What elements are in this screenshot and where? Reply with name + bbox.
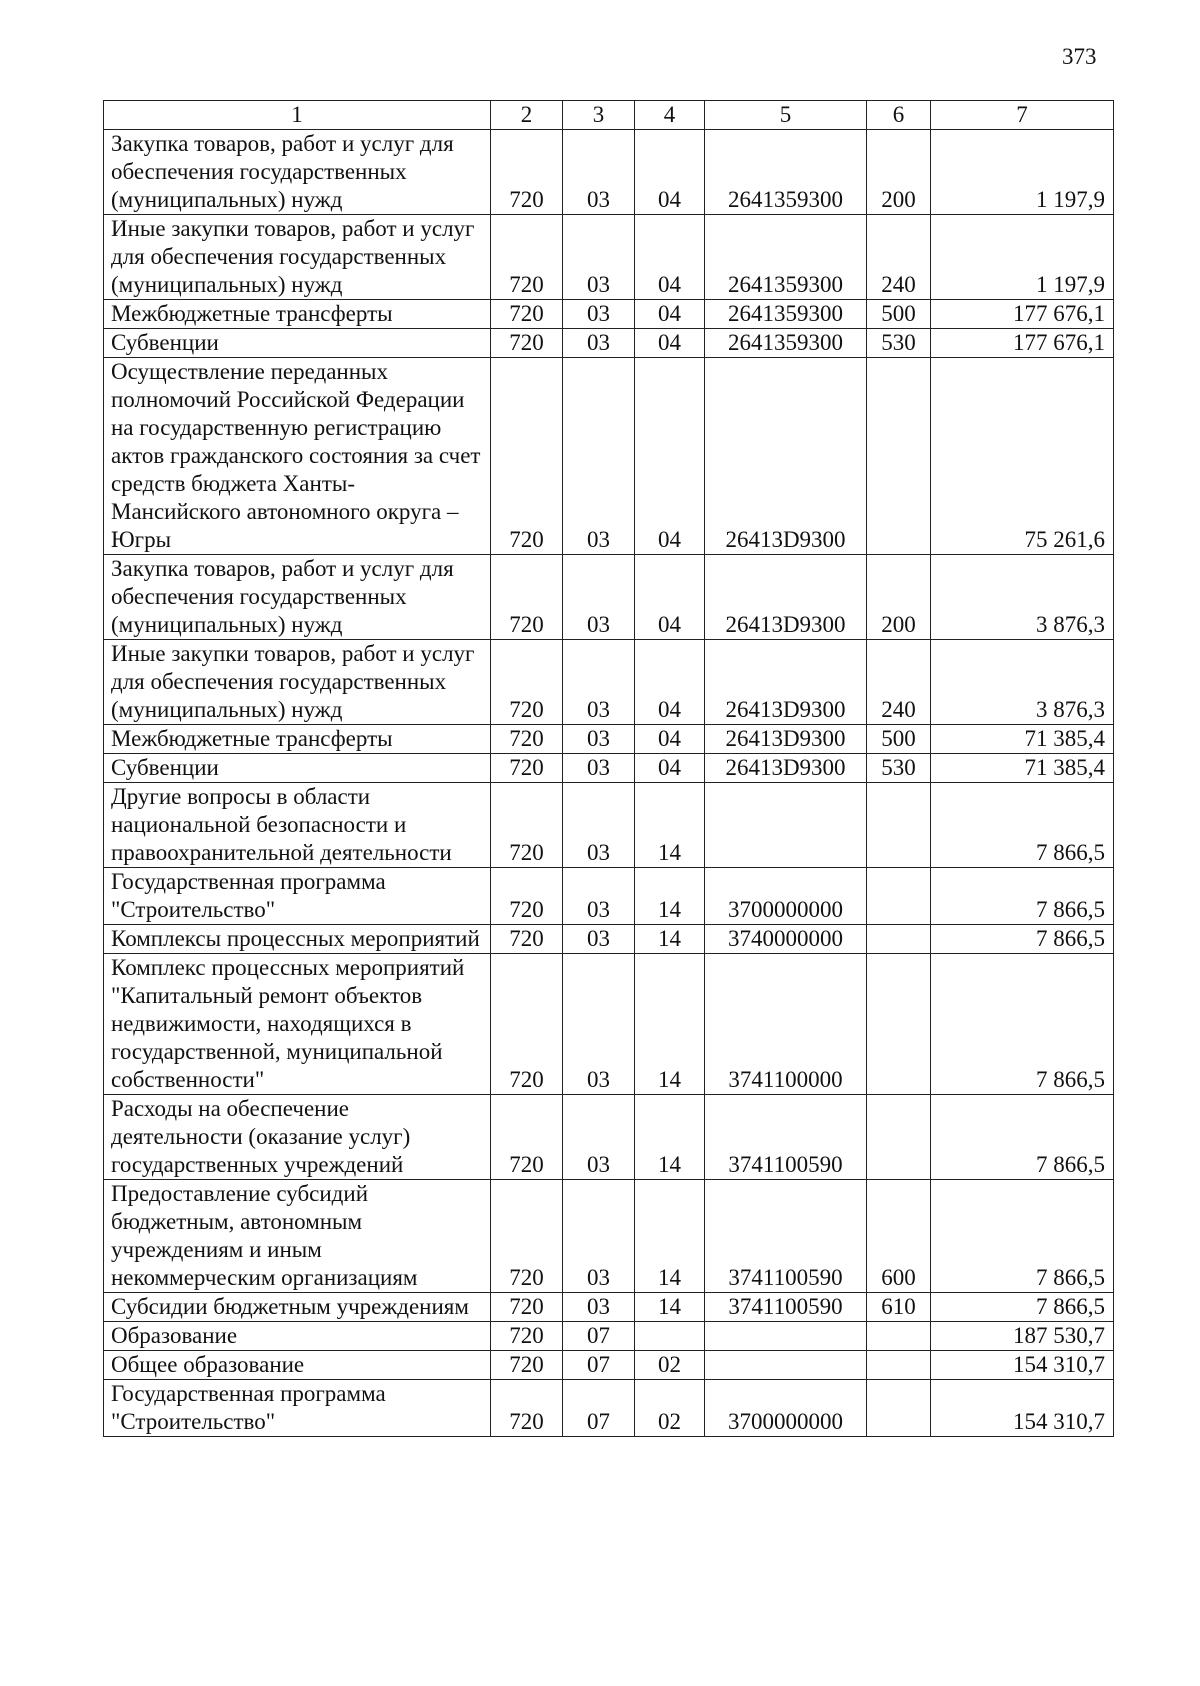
section-code-cell: 03: [563, 1293, 635, 1322]
table-row: [104, 215, 1114, 300]
subsection-code-cell: 04: [635, 215, 705, 300]
subsection-code-cell: 04: [635, 754, 705, 783]
amount-cell: 7 866,5: [931, 954, 1114, 1095]
column-header: 6: [867, 101, 931, 130]
admin-code-cell: 720: [491, 215, 563, 300]
admin-code-cell: 720: [491, 1180, 563, 1293]
amount-cell: 3 876,3: [931, 640, 1114, 725]
column-header: 5: [705, 101, 867, 130]
expense-type-cell: [867, 1095, 931, 1180]
row-name-cell: Общее образование: [104, 1351, 491, 1380]
admin-code-cell: 720: [491, 1293, 563, 1322]
subsection-code-cell: 14: [635, 1293, 705, 1322]
table-row: [104, 1180, 1114, 1293]
amount-cell: 177 676,1: [931, 329, 1114, 358]
admin-code-cell: 720: [491, 754, 563, 783]
amount-cell: 71 385,4: [931, 725, 1114, 754]
section-code-cell: 03: [563, 925, 635, 954]
target-article-cell: 2641359300: [705, 215, 867, 300]
section-code-cell: 03: [563, 1180, 635, 1293]
subsection-code-cell: 04: [635, 329, 705, 358]
admin-code-cell: 720: [491, 640, 563, 725]
table-row: [104, 954, 1114, 1095]
table-row: [104, 1322, 1114, 1351]
amount-cell: 75 261,6: [931, 358, 1114, 555]
target-article-cell: 3700000000: [705, 1380, 867, 1437]
section-code-cell: 03: [563, 640, 635, 725]
expense-type-cell: 240: [867, 640, 931, 725]
expense-type-cell: 600: [867, 1180, 931, 1293]
expense-type-cell: [867, 1380, 931, 1437]
expense-type-cell: 500: [867, 725, 931, 754]
section-code-cell: 03: [563, 954, 635, 1095]
section-code-cell: 03: [563, 300, 635, 329]
table-row: [104, 358, 1114, 555]
column-header: 7: [931, 101, 1114, 130]
amount-cell: 7 866,5: [931, 868, 1114, 925]
expense-type-cell: [867, 954, 931, 1095]
table-row: [104, 300, 1114, 329]
subsection-code-cell: 14: [635, 925, 705, 954]
expense-type-cell: 530: [867, 329, 931, 358]
table-row: [104, 1095, 1114, 1180]
target-article-cell: 3741100590: [705, 1095, 867, 1180]
row-name-cell: Субвенции: [104, 329, 491, 358]
column-header: 3: [563, 101, 635, 130]
target-article-cell: 26413D9300: [705, 754, 867, 783]
subsection-code-cell: 02: [635, 1380, 705, 1437]
target-article-cell: 3740000000: [705, 925, 867, 954]
subsection-code-cell: 04: [635, 300, 705, 329]
row-name-cell: Государственная программа "Строительство": [104, 1380, 491, 1437]
subsection-code-cell: 04: [635, 358, 705, 555]
amount-cell: 3 876,3: [931, 555, 1114, 640]
admin-code-cell: 720: [491, 868, 563, 925]
admin-code-cell: 720: [491, 555, 563, 640]
admin-code-cell: 720: [491, 358, 563, 555]
target-article-cell: 26413D9300: [705, 725, 867, 754]
subsection-code-cell: 14: [635, 1095, 705, 1180]
target-article-cell: 26413D9300: [705, 358, 867, 555]
table-row: [104, 130, 1114, 215]
target-article-cell: 3700000000: [705, 868, 867, 925]
subsection-code-cell: 14: [635, 1180, 705, 1293]
subsection-code-cell: 04: [635, 725, 705, 754]
budget-table: [103, 100, 1114, 1437]
row-name-cell: Другие вопросы в области национальной безопасности и правоохранительной деятельности: [104, 783, 491, 868]
table-row: [104, 329, 1114, 358]
row-name-cell: Осуществление переданных полномочий Российской Федерации на государственную регистрацию актов гражданского состояния за счет средств бюджета Ханты-Мансийского автономного округа – Югры: [104, 358, 491, 555]
subsection-code-cell: 04: [635, 555, 705, 640]
amount-cell: 7 866,5: [931, 1180, 1114, 1293]
section-code-cell: 03: [563, 754, 635, 783]
section-code-cell: 07: [563, 1351, 635, 1380]
table-row: [104, 783, 1114, 868]
target-article-cell: [705, 783, 867, 868]
target-article-cell: 3741100590: [705, 1180, 867, 1293]
column-header: 2: [491, 101, 563, 130]
expense-type-cell: 610: [867, 1293, 931, 1322]
target-article-cell: 2641359300: [705, 329, 867, 358]
admin-code-cell: 720: [491, 1322, 563, 1351]
page-number: 373: [1062, 44, 1097, 69]
amount-cell: 1 197,9: [931, 215, 1114, 300]
section-code-cell: 07: [563, 1322, 635, 1351]
table-row: [104, 640, 1114, 725]
amount-cell: 7 866,5: [931, 1095, 1114, 1180]
row-name-cell: Комплекс процессных мероприятий "Капитальный ремонт объектов недвижимости, находящихся в государственной, муниципальной собственности": [104, 954, 491, 1095]
expense-type-cell: [867, 783, 931, 868]
section-code-cell: 03: [563, 130, 635, 215]
target-article-cell: 2641359300: [705, 130, 867, 215]
table-row: [104, 555, 1114, 640]
amount-cell: 154 310,7: [931, 1380, 1114, 1437]
row-name-cell: Расходы на обеспечение деятельности (оказание услуг) государственных учреждений: [104, 1095, 491, 1180]
section-code-cell: 07: [563, 1380, 635, 1437]
subsection-code-cell: 14: [635, 783, 705, 868]
amount-cell: 1 197,9: [931, 130, 1114, 215]
admin-code-cell: 720: [491, 783, 563, 868]
expense-type-cell: 200: [867, 555, 931, 640]
amount-cell: 154 310,7: [931, 1351, 1114, 1380]
table-row: [104, 1351, 1114, 1380]
section-code-cell: 03: [563, 868, 635, 925]
row-name-cell: Комплексы процессных мероприятий: [104, 925, 491, 954]
table-row: [104, 1293, 1114, 1322]
target-article-cell: [705, 1322, 867, 1351]
section-code-cell: 03: [563, 725, 635, 754]
expense-type-cell: [867, 925, 931, 954]
table-row: [104, 925, 1114, 954]
row-name-cell: Образование: [104, 1322, 491, 1351]
admin-code-cell: 720: [491, 1351, 563, 1380]
table-row: [104, 1380, 1114, 1437]
target-article-cell: 3741100590: [705, 1293, 867, 1322]
subsection-code-cell: 04: [635, 640, 705, 725]
column-header: 1: [104, 101, 491, 130]
admin-code-cell: 720: [491, 1095, 563, 1180]
section-code-cell: 03: [563, 358, 635, 555]
expense-type-cell: [867, 358, 931, 555]
section-code-cell: 03: [563, 329, 635, 358]
amount-cell: 177 676,1: [931, 300, 1114, 329]
row-name-cell: Межбюджетные трансферты: [104, 725, 491, 754]
table-row: [104, 725, 1114, 754]
row-name-cell: Субвенции: [104, 754, 491, 783]
row-name-cell: Иные закупки товаров, работ и услуг для обеспечения государственных (муниципальных) нужд: [104, 640, 491, 725]
admin-code-cell: 720: [491, 725, 563, 754]
target-article-cell: 26413D9300: [705, 555, 867, 640]
admin-code-cell: 720: [491, 1380, 563, 1437]
target-article-cell: 2641359300: [705, 300, 867, 329]
row-name-cell: Межбюджетные трансферты: [104, 300, 491, 329]
amount-cell: 187 530,7: [931, 1322, 1114, 1351]
subsection-code-cell: 14: [635, 868, 705, 925]
section-code-cell: 03: [563, 783, 635, 868]
expense-type-cell: 240: [867, 215, 931, 300]
row-name-cell: Закупка товаров, работ и услуг для обеспечения государственных (муниципальных) нужд: [104, 555, 491, 640]
expense-type-cell: 500: [867, 300, 931, 329]
expense-type-cell: [867, 1351, 931, 1380]
expense-type-cell: [867, 868, 931, 925]
section-code-cell: 03: [563, 555, 635, 640]
admin-code-cell: 720: [491, 300, 563, 329]
amount-cell: 7 866,5: [931, 783, 1114, 868]
expense-type-cell: [867, 1322, 931, 1351]
section-code-cell: 03: [563, 215, 635, 300]
row-name-cell: Закупка товаров, работ и услуг для обеспечения государственных (муниципальных) нужд: [104, 130, 491, 215]
expense-type-cell: 530: [867, 754, 931, 783]
target-article-cell: 26413D9300: [705, 640, 867, 725]
amount-cell: 71 385,4: [931, 754, 1114, 783]
subsection-code-cell: [635, 1322, 705, 1351]
subsection-code-cell: 02: [635, 1351, 705, 1380]
target-article-cell: 3741100000: [705, 954, 867, 1095]
row-name-cell: Субсидии бюджетным учреждениям: [104, 1293, 491, 1322]
admin-code-cell: 720: [491, 954, 563, 1095]
admin-code-cell: 720: [491, 130, 563, 215]
row-name-cell: Государственная программа "Строительство": [104, 868, 491, 925]
table-row: [104, 754, 1114, 783]
table-row: [104, 868, 1114, 925]
subsection-code-cell: 14: [635, 954, 705, 1095]
subsection-code-cell: 04: [635, 130, 705, 215]
row-name-cell: Предоставление субсидий бюджетным, автономным учреждениям и иным некоммерческим организациям: [104, 1180, 491, 1293]
row-name-cell: Иные закупки товаров, работ и услуг для обеспечения государственных (муниципальных) нужд: [104, 215, 491, 300]
section-code-cell: 03: [563, 1095, 635, 1180]
amount-cell: 7 866,5: [931, 1293, 1114, 1322]
target-article-cell: [705, 1351, 867, 1380]
admin-code-cell: 720: [491, 329, 563, 358]
column-header: 4: [635, 101, 705, 130]
amount-cell: 7 866,5: [931, 925, 1114, 954]
admin-code-cell: 720: [491, 925, 563, 954]
expense-type-cell: 200: [867, 130, 931, 215]
table-header-row: [104, 101, 1114, 130]
